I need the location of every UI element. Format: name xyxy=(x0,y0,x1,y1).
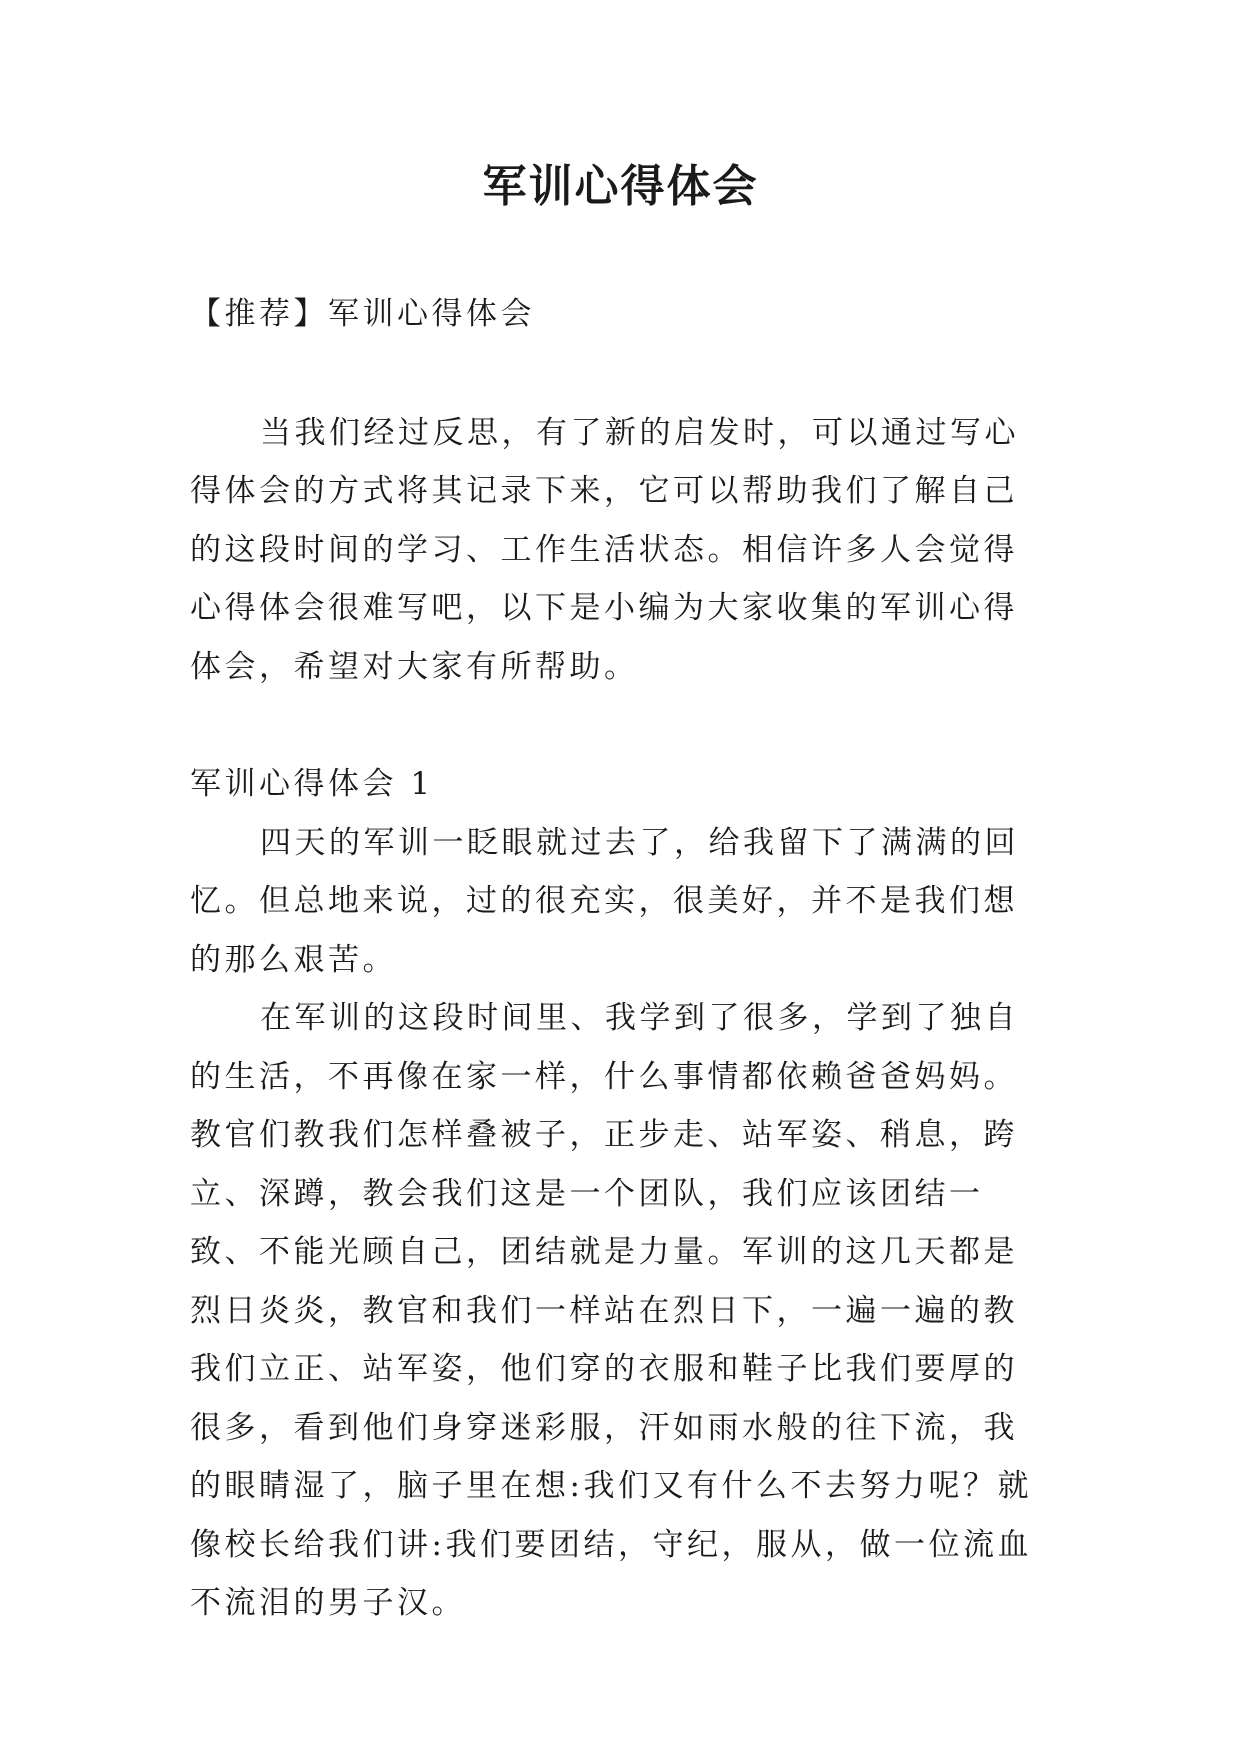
section-heading: 军训心得体会 1 xyxy=(190,766,434,802)
document-title: 军训心得体会 xyxy=(482,161,759,212)
recommend-line: 【推荐】军训心得体会 xyxy=(190,296,535,332)
body-paragraph-1: 四天的军训一眨眼就过去了，给我留下了满满的回忆。但总地来说，过的很充实，很美好，并不是我们想的那么艰苦。 xyxy=(190,824,1019,978)
document-body xyxy=(190,285,1050,1633)
body-paragraph-2: 在军训的这段时间里、我学到了很多，学到了独自的生活，不再像在家一样，什么事情都依赖爸爸妈妈。教官们教我们怎样叠被子，正步走、站军姿、稍息，跨立、深蹲，教会我们这是一个团队，我们应该团结一致、不能光顾自己，团结就是力量。军训的这几天都是烈日炎炎，教官和我们一样站在烈日下，一遍一遍的教我们立正、站军姿，他们穿的衣服和鞋子比我们要厚的很多，看到他们身穿迷彩服，汗如雨水般的往下流，我的眼睛湿了，脑子里在想:我们又有什么不去努力呢？就像校长给我们讲:我们要团结，守纪，服从，做一位流血不流泪的男子汉。 xyxy=(190,1000,1032,1621)
intro-paragraph: 当我们经过反思，有了新的启发时，可以通过写心得体会的方式将其记录下来，它可以帮助我们了解自己的这段时间的学习、工作生活状态。相信许多人会觉得心得体会很难写吧，以下是小编为大家收集的军训心得体会，希望对大家有所帮助。 xyxy=(190,414,1019,685)
